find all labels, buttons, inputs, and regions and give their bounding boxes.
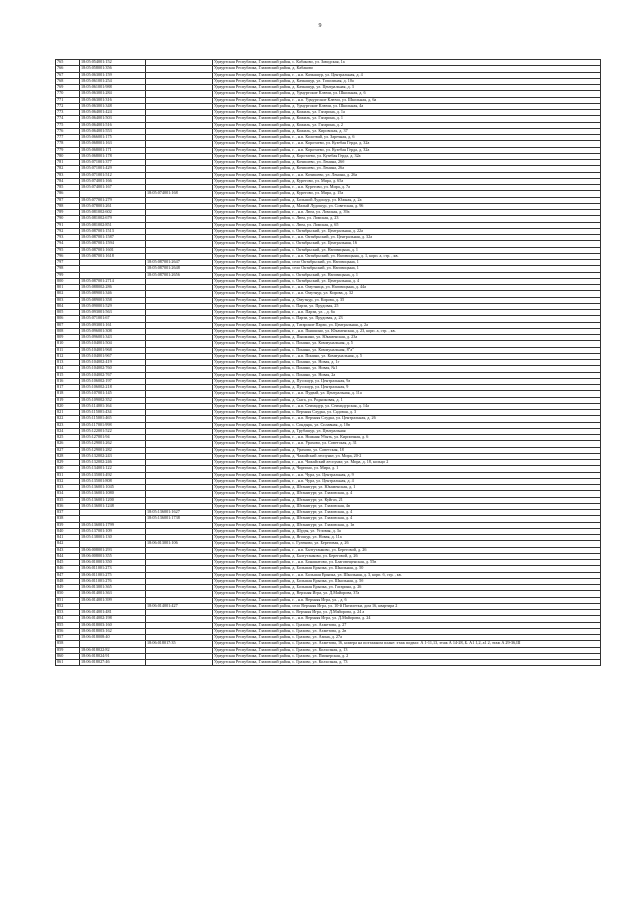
address: Удмуртская Республика, Глазовский район, д. Пусошур, ул. Центральная, 9а — [213, 378, 601, 384]
cadastral-number: 18:05:071001:67 — [80, 316, 146, 322]
row-number: 811 — [56, 347, 80, 353]
address: Удмуртская Республика, Глазовский район, г. , н.п. Чура, ул. Центральная, д. 9 — [213, 472, 601, 478]
address: Удмуртская Республика, Глазовский район, с. Октябрьский, ул. Центральная, д. 22а — [213, 228, 601, 234]
cadastral-number: 18:05:107001:145 — [80, 391, 146, 397]
row-number: 858 — [56, 641, 80, 647]
cadastral-number: 18:05:058001:356 — [80, 66, 146, 72]
cadastral-number: 18:05:129001:262 — [80, 441, 146, 447]
cadastral-number: 18:06:018027:46 — [80, 660, 146, 666]
row-number: 766 — [56, 66, 80, 72]
address: Удмуртская Республика, Глазовский район, г. , н.п. Пышкино, ул. Юкаменская, д. 23, корп. а, стр. , кв. — [213, 328, 601, 334]
cadastral-number: 18:05:081002:602 — [80, 210, 146, 216]
row-number: 850 — [56, 591, 80, 597]
row-number: 828 — [56, 453, 80, 459]
address: Удмуртская Республика, Глазовский район, г. , н.п. Чажайский леспункт, ул. Мира, д. 18, кольцо 2 — [213, 460, 601, 466]
cadastral-number: 18:05:087001:2714 — [80, 278, 146, 284]
cadastral-number: 18:05:104002:767 — [80, 372, 146, 378]
cadastral-number: 18:06:014001:363 — [80, 591, 146, 597]
cadastral-number: 18:05:071001:429 — [80, 166, 146, 172]
building-cadastral-number: 18:06:013001:106 — [146, 541, 213, 547]
row-number: 824 — [56, 428, 80, 434]
cadastral-number: 18:05:106002:218 — [80, 385, 146, 391]
address: Удмуртская Республика, Глазовский район, с. Октябрьский, ул. Наговицына, д. 1 — [213, 247, 601, 253]
address: Удмуртская Республика, Глазовский район, с. Верхняя Игра, ул. Д.Майорова, д. 24 а — [213, 610, 601, 616]
address: Удмуртская Республика, Глазовский район, г. , н.п. Октябрьский, ул. Наговицына, д. 1, корп. а, стр. , кв. — [213, 253, 601, 259]
cadastral-number: 18:05:093001:563 — [80, 310, 146, 316]
address: Удмуртская Республика, Глазовский район, г. , н.п. Бонашатово, ул. Благовещенская, д. 55в — [213, 560, 601, 566]
row-number: 844 — [56, 553, 80, 559]
table-row — [56, 660, 601, 666]
row-number: 773 — [56, 110, 80, 116]
building-cadastral-number — [146, 660, 213, 666]
address: Удмуртская Республика, Глазовский район, д. Сыга, ул. Родниковая, д. 1 — [213, 397, 601, 403]
cadastral-number: 18:05:081002:679 — [80, 216, 146, 222]
row-number: 776 — [56, 128, 80, 134]
row-number: 805 — [56, 310, 80, 316]
cadastral-number: 18:06:008001:355 — [80, 553, 146, 559]
row-number: 779 — [56, 147, 80, 153]
building-cadastral-number: 18:05:136001:1738 — [146, 516, 213, 522]
address: Удмуртская Республика, Глазовский район, г. , н.п. Пудвай, ул. Центральная, д. 11а — [213, 391, 601, 397]
cadastral-number: 18:05:078001:261 — [80, 203, 146, 209]
address: Удмуртская Республика, Глазовский район, д. Штанигурт, ул. Глазовская, д. 4 — [213, 516, 601, 522]
cadastral-number: 18:05:106002:197 — [80, 378, 146, 384]
row-number: 769 — [56, 85, 80, 91]
cadastral-number: 18:05:063001:316 — [80, 97, 146, 103]
row-number: 809 — [56, 335, 80, 341]
row-number: 832 — [56, 478, 80, 484]
row-number: 819 — [56, 397, 80, 403]
row-number: 791 — [56, 222, 80, 228]
cadastral-number: 18:06:018022:82 — [80, 647, 146, 653]
address: Удмуртская Республика, Глазовский район, д. Омутнур, ул. Кирова, д. 35 — [213, 297, 601, 303]
row-number: 786 — [56, 191, 80, 197]
address: Удмуртская Республика, Глазовский район, д. Кожиль, ул. Кировская, д. 37 — [213, 128, 601, 134]
address: Удмуртская Республика, Глазовский район, д. Урахово, ул. Советская, 18 — [213, 447, 601, 453]
address: Удмуртская Республика, Глазовский район, д. Штанигурт, ул. Куйгаз, 21 — [213, 497, 601, 503]
row-number: 804 — [56, 303, 80, 309]
cadastral-number: 18:05:122001:522 — [80, 428, 146, 434]
cadastral-number: 18:05:066001:175 — [80, 135, 146, 141]
address: Удмуртская Республика, Глазовский район, д. Балтутанково, ул. Береговой, д. 26 — [213, 553, 601, 559]
address: Удмуртская Республика, Глазовский район, г. , н.п. Сеимадур, ул. Сеимадурская, д. 14а — [213, 403, 601, 409]
address: Удмуртская Республика, Глазовский район, д. Кочишево, ул. Ленина, 26а — [213, 166, 601, 172]
address: Удмуртская Республика, Глазовский район, д. Верхняя Игра, ул. Д.Майорова, 37а — [213, 591, 601, 597]
address: Удмуртская Республика, Глазовский район, д. Большая Ерыпка, ул. Школьная, д. 5б — [213, 578, 601, 584]
row-number: 806 — [56, 316, 80, 322]
row-number: 849 — [56, 585, 80, 591]
cadastral-number: 18:05:135001:492 — [80, 472, 146, 478]
address: Удмуртская Республика, Глазовский район, г. , н.п. Понино, ул. Коммунальная, д. 5 — [213, 353, 601, 359]
cadastral-number: 18:05:136001:1045 — [80, 485, 146, 491]
address: Удмуртская Республика, Глазовский район, с. Грахово, ул. Ахметова, д. 27 — [213, 622, 601, 628]
cadastral-number: 18:05:136001:1200 — [80, 497, 146, 503]
cadastral-number: 18:06:014001:481 — [80, 610, 146, 616]
cadastral-number: 18:05:087001:1594 — [80, 241, 146, 247]
row-number: 777 — [56, 135, 80, 141]
address: Удмуртская Республика, Глазовский район, г. , н.п. Курегово, ул. Мира, д. 7а — [213, 185, 601, 191]
row-number: 770 — [56, 91, 80, 97]
cadastral-number: 18:05:061001:988 — [80, 85, 146, 91]
row-number: 794 — [56, 241, 80, 247]
cadastral-number: 18:05:063001:284 — [80, 91, 146, 97]
cadastral-number: 18:05:064001:553 — [80, 128, 146, 134]
address: Удмуртская Республика, Глазовский район, с. Октябрьский, ул. Центральная, д. 4 — [213, 278, 601, 284]
address: Удмуртская Республика, Глазовский район, с. Октябрьский, ул. Центральная, 16 — [213, 241, 601, 247]
address: Удмуртская Республика, Глазовский район, д. Кожиль, ул. Гагарина, д. 2 — [213, 122, 601, 128]
address: Удмуртская Республика, Глазовский район, г. , н.п. Балтутанково, ул. Береговой, д. 26 — [213, 547, 601, 553]
row-number: 815 — [56, 372, 80, 378]
cadastral-number: 18:05:138001:130 — [80, 535, 146, 541]
address: Удмуртская Республика, Глазовский район, д. Кабаково — [213, 66, 601, 72]
cadastral-number: 18:05:063001:159 — [80, 72, 146, 78]
row-number: 799 — [56, 272, 80, 278]
row-number: 827 — [56, 447, 80, 453]
row-number: 823 — [56, 422, 80, 428]
row-number: 785 — [56, 185, 80, 191]
cadastral-number: 18:05:077001:279 — [80, 197, 146, 203]
address: Удмуртская Республика, Глазовский район, д. Курегово, ул. Мира, д. 65а — [213, 178, 601, 184]
cadastral-number: 18:06:018003:162 — [80, 628, 146, 634]
row-number: 835 — [56, 497, 80, 503]
row-number: 812 — [56, 353, 80, 359]
row-number: 803 — [56, 297, 80, 303]
address: Удмуртская Республика, Глазовский район, д. Штанигурт, ул. Юкаменская, д. 1 — [213, 485, 601, 491]
address: Удмуртская Республика, Глазовский район, д. Татарские Парзи, ул. Центральная, д. 2а — [213, 322, 601, 328]
row-number: 820 — [56, 403, 80, 409]
cadastral-number: 18:05:089001:346 — [80, 291, 146, 297]
row-number: 845 — [56, 560, 80, 566]
address: Удмуртская Республика, Глазовский район, д. Пусошур, ул. Центральная, 9 — [213, 385, 601, 391]
address: Удмуртская Республика, Глазовский район, г. , н.п. Качкашур, ул. Центральная, д. 4 — [213, 72, 601, 78]
cadastral-number: 18:05:064001:424 — [80, 110, 146, 116]
address: Удмуртская Республика, Глазовский район, д. Чажайский леспункт, ул. Мира, 20-2 — [213, 453, 601, 459]
row-number: 833 — [56, 485, 80, 491]
row-number: 836 — [56, 503, 80, 509]
address: Удмуртская Республика, Глазовский район, д. Штанигурт, ул. Глазовская, 4в — [213, 503, 601, 509]
row-number: 857 — [56, 635, 80, 641]
address: Удмуртская Республика, Глазовский район, г. , н.п. Колотвай, ул. Заречная, д. 6 — [213, 135, 601, 141]
address: Удмуртская Республика, Глазовский район, с. Понино, ул. Коммунальная, д. 5 — [213, 341, 601, 347]
address: Удмуртская Республика, Глазовский район, г. , н.п. Коротаево, ул. Кузебая Герда, д. 32а — [213, 147, 601, 153]
building-cadastral-number: 18:06:018017:35 — [146, 641, 213, 647]
cadastral-number: 18:05:087001:1513 — [80, 228, 146, 234]
address: Удмуртская Республика, Глазовский район, с. Понино, ул. Новая, д. 1г — [213, 360, 601, 366]
row-number: 801 — [56, 285, 80, 291]
address: Удмуртская Республика, Глазовский район, г. , н.п. Верхняя Игра, ул. Д.Майорова, д. 24 — [213, 616, 601, 622]
row-number: 765 — [56, 60, 80, 66]
row-number: 790 — [56, 216, 80, 222]
row-number: 842 — [56, 541, 80, 547]
address: Удмуртская Республика, Глазовский район, с. Верхняя Слудка, ул. Садовая, д. 3 — [213, 410, 601, 416]
cadastral-number: 18:05:127001:94 — [80, 435, 146, 441]
row-number: 780 — [56, 153, 80, 159]
row-number: 814 — [56, 366, 80, 372]
row-number: 830 — [56, 466, 80, 472]
cadastral-number: 18:06:013001:365 — [80, 585, 146, 591]
cadastral-number: 18:06:014002:198 — [80, 616, 146, 622]
address: Удмуртская Республика, Глазовский район, село Октябрьский, ул. Наговицына, 1 — [213, 266, 601, 272]
address: Удмуртская Республика, Глазовский район, с. Понино, ул. Новая, 2а — [213, 372, 601, 378]
row-number: 859 — [56, 647, 80, 653]
address: Удмуртская Республика, Глазовский район, д. Малый Лудошур, ул. Советская, д. 96 — [213, 203, 601, 209]
row-number: 810 — [56, 341, 80, 347]
address: Удмуртская Республика, Глазовский район, с. Люм, ул. Ломская, д. 23 — [213, 216, 601, 222]
cadastral-number: 18:05:104002:419 — [80, 360, 146, 366]
address: Удмуртская Республика, Глазовский район, г. , н.п. Кочишево, ул. Ленина, д. 26а — [213, 172, 601, 178]
cadastral-number: 18:06:008001:293 — [80, 547, 146, 553]
address: Удмуртская Республика, Глазовский район, с. Люм, ул. Ломская, д. 65 — [213, 222, 601, 228]
cadastral-number: 18:05:136001:1248 — [80, 503, 146, 509]
cadastral-number: 18:06:014001:399 — [80, 597, 146, 603]
address: Удмуртская Республика, Глазовский район, с. Грахово, ул. Азина, д. 27а — [213, 635, 601, 641]
cadastral-number: 18:05:089001:358 — [80, 297, 146, 303]
address: Удмуртская Республика, Глазовский район, с. Парзи, ул. Прудовая, д. 23 — [213, 316, 601, 322]
building-cadastral-number: 18:05:074001:168 — [146, 191, 213, 197]
address: Удмуртская Республика, Глазовский район, с. Парзи, ул. Прудовая, 25 — [213, 303, 601, 309]
cadastral-number: 18:05:117001:998 — [80, 422, 146, 428]
row-number: 853 — [56, 610, 80, 616]
row-number: 818 — [56, 391, 80, 397]
row-number: 826 — [56, 441, 80, 447]
address: Удмуртская Республика, Глазовский район, д. Удмуртские Ключи, ул. Школьная, д. 6 — [213, 91, 601, 97]
row-number: 778 — [56, 141, 80, 147]
cadastral-number: 18:06:011001:275 — [80, 572, 146, 578]
address: Удмуртская Республика, Глазовский район, г. , н.п. Нижняя Убыть, ул. Кирпичная, д. 6 — [213, 435, 601, 441]
row-number: 771 — [56, 97, 80, 103]
address: Удмуртская Республика, Глазовский район, с. Кабаково, ул. Заводская, 1а — [213, 60, 601, 66]
address: Удмуртская Республика, Глазовский район, с. Гулеково, ул. Береговая, д. 26 — [213, 541, 601, 547]
address: Удмуртская Республика, Глазовский район, с. Грахово, ул. Колхозная, д. 73 — [213, 660, 601, 666]
address: Удмуртская Республика, Глазовский район, г. , н.п. Верхняя Игра, ул. , д. 6 — [213, 597, 601, 603]
address: Удмуртская Республика, Глазовский район, д. Чиргино, ул. Мира, д. 1 — [213, 466, 601, 472]
cadastral-number: 18:05:068001:171 — [80, 147, 146, 153]
cadastral-number: 18:06:018024:91 — [80, 653, 146, 659]
cadastral-number: 18:06:011001:276 — [80, 578, 146, 584]
cadastral-number: 18:05:132002:243 — [80, 453, 146, 459]
row-number: 795 — [56, 247, 80, 253]
address: Удмуртская Республика, Глазовский район, д. Кочишево, ул. Ленина, 26б — [213, 160, 601, 166]
building-cadastral-number: 18:05:087001:2656 — [146, 272, 213, 278]
row-number: 846 — [56, 566, 80, 572]
row-number: 807 — [56, 322, 80, 328]
cadastral-number: 18:05:104001:968 — [80, 347, 146, 353]
cadastral-number: 18:05:137001:109 — [80, 528, 146, 534]
cadastral-number: 18:05:087001:1587 — [80, 235, 146, 241]
row-number: 808 — [56, 328, 80, 334]
address: Удмуртская Республика, Глазовский район, г. , н.п. Урахово, ул. Советская, д. 31 — [213, 441, 601, 447]
cadastral-number: 18:05:093001:161 — [80, 322, 146, 328]
address: Удмуртская Республика, Глазовский район, с. Грахово, ул. Колхозная, д. 13 — [213, 647, 601, 653]
address: Удмуртская Республика, Глазовский район, с. Грахово, ул. Ахметова, д. 2в — [213, 628, 601, 634]
cadastral-number: 18:05:054001:152 — [80, 60, 146, 66]
cadastral-number: 18:05:071001:377 — [80, 160, 146, 166]
row-number: 829 — [56, 460, 80, 466]
row-number: 825 — [56, 435, 80, 441]
address: Удмуртская Республика, Глазовский район, с. Грахово, ул. Пионерская, д. 2 — [213, 653, 601, 659]
address: Удмуртская Республика, Глазовский район, д. Удмуртские Ключи, ул. Школьная, 4а — [213, 103, 601, 109]
cadastral-number: 18:05:087001:1618 — [80, 253, 146, 259]
address: Удмуртская Республика, Глазовский район, д. Шудзя, ул. Угловая, д. 3а — [213, 528, 601, 534]
cadastral-number: 18:05:087001:1601 — [80, 247, 146, 253]
cadastral-number: 18:05:136001:1799 — [80, 522, 146, 528]
row-number: 852 — [56, 603, 80, 609]
row-number: 772 — [56, 103, 80, 109]
row-number: 851 — [56, 597, 80, 603]
address: Удмуртская Республика, Глазовский район, д. Курегово, ул. Мира, д. 15а — [213, 191, 601, 197]
address: Удмуртская Республика, Глазовский район, г. , н.п. Парзи, ул. , д. 6а — [213, 310, 601, 316]
address: Удмуртская Республика, Глазовский район, г. , н.п. Люм, ул. Ломская, д. 39а — [213, 210, 601, 216]
page-number: 9 — [318, 23, 322, 29]
cadastral-number: 18:05:114001:164 — [80, 403, 146, 409]
row-number: 854 — [56, 616, 80, 622]
cadastral-number: 18:06:010001:350 — [80, 560, 146, 566]
building-cadastral-number: 18:05:136001:1627 — [146, 510, 213, 516]
address: Удмуртская Республика, Глазовский район, д. Пышкино, ул. Юкаменская, д. 23а — [213, 335, 601, 341]
address: Удмуртская Республика, Глазовский район, д. Качкашур, ул. Тополиная, д. 10а — [213, 78, 601, 84]
row-number: 796 — [56, 253, 80, 259]
address: Удмуртская Республика, Глазовский район, с. Понино, ул. Новая, №1 — [213, 366, 601, 372]
building-cadastral-number: 18:05:087001:2647 — [146, 260, 213, 266]
cadastral-number: 18:05:115001:434 — [80, 410, 146, 416]
cadastral-number: 18:05:104002:760 — [80, 366, 146, 372]
cadastral-number: 18:05:081002:851 — [80, 222, 146, 228]
address: Удмуртская Республика, Глазовский район, д. Качкашур, ул. Центральная, д. 3 — [213, 85, 601, 91]
cadastral-number: 18:05:104001:504 — [80, 341, 146, 347]
address: Удмуртская Республика, Глазовский район, с. Грахово, ул. Ахметова, 16, номера на поэтажном плане: этаж подвал: А 1-11,13, этаж А 14-28, Б. А1 1,2, а1 2, этаж А 29-36,Ш — [213, 641, 601, 647]
row-number: 855 — [56, 622, 80, 628]
address: Удмуртская Республика, Глазовский район, д. Большой Лудошур, ул. Южная, д. 2а — [213, 197, 601, 203]
address: Удмуртская Республика, Глазовский район, г. , н.п. Чура, ул. Центральная, д. 4 — [213, 478, 601, 484]
row-number: 816 — [56, 378, 80, 384]
row-number: 822 — [56, 416, 80, 422]
row-number: 782 — [56, 166, 80, 172]
cadastral-number: 18:05:115001:465 — [80, 416, 146, 422]
cadastral-number: 18:05:096001:343 — [80, 335, 146, 341]
cadastral-number: 18:05:061001:254 — [80, 78, 146, 84]
cadastral-number: 18:05:068001:178 — [80, 153, 146, 159]
row-number: 767 — [56, 72, 80, 78]
row-number: 768 — [56, 78, 80, 84]
building-cadastral-number: 18:06:014001:427 — [146, 603, 213, 609]
row-number: 781 — [56, 160, 80, 166]
row-number: 837 — [56, 510, 80, 516]
cadastral-number: 18:05:104001:967 — [80, 353, 146, 359]
row-number: 839 — [56, 522, 80, 528]
row-number: 813 — [56, 360, 80, 366]
row-number: 797 — [56, 260, 80, 266]
row-number: 817 — [56, 385, 80, 391]
cadastral-number: 18:05:134001:122 — [80, 466, 146, 472]
row-number: 784 — [56, 178, 80, 184]
address: Удмуртская Республика, Глазовский район, г. , н.п. Октябрьский, ул. Центральная, д. 32а — [213, 235, 601, 241]
row-number: 793 — [56, 235, 80, 241]
cadastral-number: 18:05:132002:246 — [80, 460, 146, 466]
row-number: 847 — [56, 572, 80, 578]
address: Удмуртская Республика, Глазовский район, г. , н.п. Большая Ерыпка, ул. Школьная, д. 3, корп. б, стр. , кв. — [213, 572, 601, 578]
row-number: 848 — [56, 578, 80, 584]
row-number: 789 — [56, 210, 80, 216]
cadastral-number: 18:05:109002:352 — [80, 397, 146, 403]
address: Удмуртская Республика, Глазовский район, д. Штанигурт, ул. Глазовская, д. 1в — [213, 522, 601, 528]
row-number: 787 — [56, 197, 80, 203]
row-number: 843 — [56, 547, 80, 553]
address: Удмуртская Республика, Глазовский район, с. Сондырь, ул. Сплавная, д. 10в — [213, 422, 601, 428]
cadastral-number: 18:06:011001:273 — [80, 566, 146, 572]
cadastral-number: 18:05:136001:1080 — [80, 491, 146, 497]
row-number: 841 — [56, 535, 80, 541]
address: Удмуртская Республика, Глазовский район, д. Трубашур, ул. Центральная — [213, 428, 601, 434]
cadastral-number: 18:05:135001:808 — [80, 478, 146, 484]
row-number: 802 — [56, 291, 80, 297]
row-number: 821 — [56, 410, 80, 416]
row-number: 792 — [56, 228, 80, 234]
address: Удмуртская Республика, Глазовский район, д. Ягошур, ул. Новая, д. 11а — [213, 535, 601, 541]
row-number: 775 — [56, 122, 80, 128]
address: Удмуртская Республика, Глазовский район, д. Кожиль, ул. Гагарина, д. 1а — [213, 110, 601, 116]
cadastral-number: 18:05:064001:503 — [80, 116, 146, 122]
row-number: 834 — [56, 491, 80, 497]
address: Удмуртская Республика, Глазовский район, г. , н.п. Верхняя Слудка, ул. Центральная, д. 26 — [213, 416, 601, 422]
address: Удмуртская Республика, Глазовский район, д. Штанигурт, ул. Глазовская, д. 4 — [213, 491, 601, 497]
cadastral-number: 18:05:063001:348 — [80, 103, 146, 109]
cadastral-number: 18:06:018008:40 — [80, 635, 146, 641]
address: Удмуртская Республика, Глазовский район, д. Штанигурт, ул. Глазовская, д. 4 — [213, 510, 601, 516]
row-number: 774 — [56, 116, 80, 122]
row-number: 856 — [56, 628, 80, 634]
cadastral-number: 18:05:074001:166 — [80, 178, 146, 184]
cadastral-number: 18:06:018003:160 — [80, 622, 146, 628]
row-number: 788 — [56, 203, 80, 209]
row-number: 860 — [56, 653, 80, 659]
cadastral-number: 18:05:090001:529 — [80, 303, 146, 309]
address: Удмуртская Республика, Глазовский район, г. , н.п. Коротаево, ул. Кузебая Герда, д. 32а — [213, 141, 601, 147]
row-number: 840 — [56, 528, 80, 534]
address: Удмуртская Республика, Глазовский район, д. Большая Ерыпка, ул. Школьная, д. 50 — [213, 566, 601, 572]
cadastral-number: 18:05:071001:512 — [80, 172, 146, 178]
address: Удмуртская Республика, Глазовский район, г. , н.п. Омутнур, ул. Кирова, д. 32 — [213, 291, 601, 297]
address: Удмуртская Республика, Глазовский район, с. Понино, ул. Коммунальная, 8"а" — [213, 347, 601, 353]
address: Удмуртская Республика, Глазовский район, с. Октябрьский, ул. Наговицына, д. 1 — [213, 272, 601, 278]
row-number: 831 — [56, 472, 80, 478]
building-cadastral-number: 18:05:087001:2648 — [146, 266, 213, 272]
row-number: 838 — [56, 516, 80, 522]
register-table — [55, 59, 601, 666]
row-number: 800 — [56, 278, 80, 284]
address: Удмуртская Республика, Глазовский район, д. Кожиль, ул. Гагарина, д. 1 — [213, 116, 601, 122]
address: Удмуртская Республика, Глазовский район, г. , н.п. Удмуртские Ключи, ул. Школьная, д. 6а — [213, 97, 601, 103]
address: Удмуртская Республика, Глазовский район, д. Большая Ерыпка, ул. Гагарина, д. 26 — [213, 585, 601, 591]
cadastral-number: 18:05:064001:516 — [80, 122, 146, 128]
address: Удмуртская Республика, Глазовский район, село Октябрьский, ул. Наговицына, 1 — [213, 260, 601, 266]
address: Удмуртская Республика, Глазовский район, д. Коротаево, ул. Кузебая Герда, д. 32а — [213, 153, 601, 159]
cadastral-number: 18:05:068001:163 — [80, 141, 146, 147]
address: Удмуртская Республика, Глазовский район, г. , н.п. Омутница, ул. Наговицына, д. 44а — [213, 285, 601, 291]
cadastral-number: 18:05:074001:167 — [80, 185, 146, 191]
cadastral-number: 18:05:088002:286 — [80, 285, 146, 291]
cadastral-number: 18:05:129001:282 — [80, 447, 146, 453]
row-number: 798 — [56, 266, 80, 272]
cadastral-number: 18:05:096001:308 — [80, 328, 146, 334]
address: Удмуртская Республика, Глазовский район, село Верхняя Игра, ул. 10-й Пятилетки, дом 16, квартира 2 — [213, 603, 601, 609]
row-number: 861 — [56, 660, 80, 666]
row-number: 783 — [56, 172, 80, 178]
